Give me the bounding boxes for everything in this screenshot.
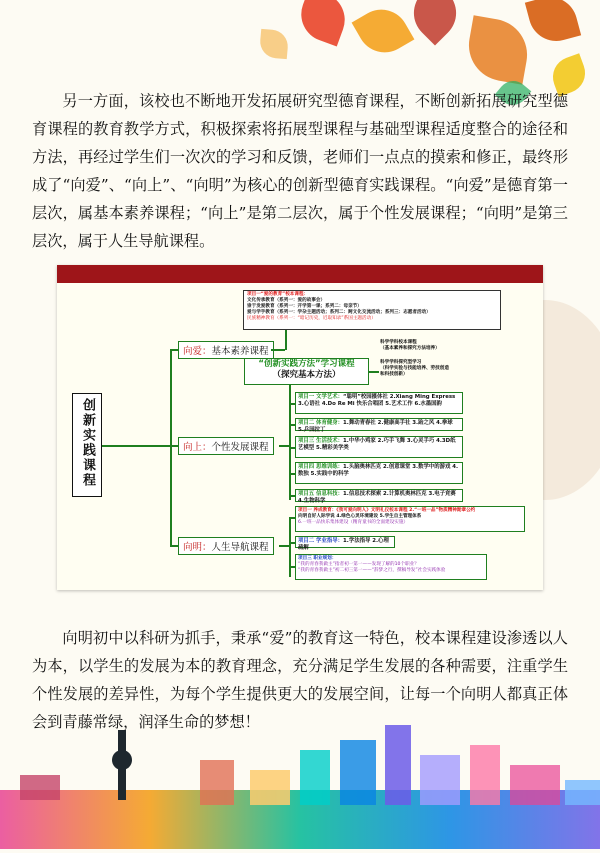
connector-xiangshang-vertical [289,370,291,500]
project-connector [289,473,295,475]
connector-xiangai-branch [271,349,285,351]
project-connector [289,566,295,568]
method-title: “创新实践方法”学习课程 [258,359,355,369]
level-xiangshang [178,437,274,455]
box-line: 崇于发爱教育（系列一：开学第一课；系列二：母亲节） [247,304,362,309]
intro-paragraph [32,87,568,255]
root-label: 创新实践课程 [80,398,95,488]
project-head: 项目三 生活技术： [298,438,344,444]
project-head: 项目四 思维训练： [298,464,344,470]
diagram-header-bar [57,265,543,283]
project-text: 1.舞动青春社 2.健康高手社 3.跆之风 4.拳球 5.乒园拉丁 [298,420,453,433]
connector-xiangming-branch [279,545,289,547]
project-text: 1.头脑奥林匹克 2.创意课堂 3.数学中的游戏 4.数独 5.实践中的科学 [298,464,459,477]
project-text: 1.学法指导 2.心理疏解 [298,538,389,551]
level-label: 个性发展课程 [211,442,269,453]
project-line: 项目三 职业规划： [298,556,337,561]
paragraph-text: 另一方面，该校也不断地开发拓展研究型德育课程，不断创新拓展研究型德育课程的教育教学方式，积极探索将拓展型课程与基础型课程适度整合的途径和方法，再经过学生们一次次的学习和反馈，老师们一点点的摸索和修正，最终形成了“向爱”、“向上”、“向明”为核心的创新型德育实践课程。“向爱”是德育第一层次，属基本素养课程；“向上”是第二层次，属于个性发展课程；“向明”是第三层次，属于人生导航课程。 [32,92,568,250]
xiangshang-project-4 [295,462,463,484]
xiangshang-project-3 [295,436,463,458]
project-line: 向明自好人际学说 4.绿色心灵环境建设 5.学生自主管理体系 [298,514,422,519]
connector-xiangming [170,545,178,547]
method-note: （科学实验与技能培养、劳技创造 [380,366,449,371]
project-head: 项目二 体育健身： [298,420,344,426]
project-line: “我的青春我做主”指者初一第一——发现了解的10个职业？ [298,562,419,567]
course-structure-diagram [57,265,543,590]
project-head: 项目二 学业指导： [298,538,344,544]
method-connector [369,371,379,373]
xiangai-project-box [243,290,501,330]
level-xiangming [178,537,274,555]
level-label: 基本素养课程 [211,346,269,357]
method-note: （基本素养和探究方法培养） [380,346,440,351]
level-prefix: 向爱： [183,346,212,357]
connector-vertical [170,349,172,545]
method-note: 科学学科校本课程 [380,340,417,345]
project-head: 项目一 文学艺术： [298,394,344,400]
xiangming-project-3 [295,554,487,580]
project-connector [289,424,295,426]
xiangshang-project-2 [295,418,463,431]
project-connector [289,447,295,449]
connector-xiangming-vertical [289,517,291,577]
xiangshang-project-1 [295,392,463,414]
level-prefix: 向明： [183,542,212,553]
xiangshang-project-5 [295,489,463,502]
project-connector [289,495,295,497]
project-text: “聪明”校园摄体社 2.Xiang Ming Express 3.心语社 4.Do Re Mi 快乐合唱团 5.艺术工作 6.水墨国韵 [298,394,456,407]
box-line: 民族精神教育（系列一：“暗记历史，近取知录”系国主题活动） [247,316,376,321]
level-label: 人生导航课程 [211,542,269,553]
project-line: 项目一 养成教育：《我可爱向明人》文明礼仪校本课程 2.“一班一品”物质精神勋章公约 [298,508,476,513]
project-line: 6.一班一品快乐集体建设（精育童书的全面建设实施） [298,520,409,525]
xiangming-project-2 [295,536,395,551]
connector-xiangshang-branch [279,445,289,447]
connector-xiangai [170,349,178,351]
closing-paragraph [32,624,568,736]
box-line: 文化传承教育（系列一：爱的故事会） [247,298,326,303]
method-subtitle: （探究基本方法） [272,370,341,380]
project-connector [289,542,295,544]
root-node [72,393,102,497]
project-connector [289,403,295,405]
project-connector [289,517,295,519]
connector-xiangshang [170,445,178,447]
box-title: 项目一“爱的教育”校本课程： [247,292,309,297]
xiangming-project-1 [295,506,525,532]
project-text: 1.中华小鸡家 2.巧手飞舞 3.心灵手巧 4.3D纸艺模型 5.精彩美学类 [298,438,456,451]
method-box [244,358,369,385]
method-note: 和科技创新） [380,372,408,377]
paragraph-text: 向明初中以科研为抓手，秉承“爱”的教育这一特色，校本课程建设渗透以人为本，以学生的发展为本的教育理念，充分满足学生发展的各种需要，注重学生个性发展的差异性，为每个学生提供更大的发展空间，让每一个向明人都真正体会到青藤常绿，润泽生命的梦想！ [32,629,568,731]
level-xiangai [178,341,274,359]
level-prefix: 向上： [183,442,212,453]
connector-trunk [102,445,170,447]
method-note: 科学学科探究型学习 [380,360,422,365]
box-line: 爱与学手教育（系列一：学杂主题活动；系列二：跨文化交流活动；系列三：志愿者活动） [247,310,431,315]
method-right-notes [380,340,495,378]
city-skyline-decoration [0,720,600,849]
project-text: 1.信息技术探索 2.计算机奥林匹克 3.电子竞赛 4.生物科学 [298,491,456,504]
project-line: “我的青春我做主”初二初三第一——“辞梦之行，撰稿导发”社会实践体验 [298,568,446,573]
project-head: 项目五 信息科技： [298,491,344,497]
